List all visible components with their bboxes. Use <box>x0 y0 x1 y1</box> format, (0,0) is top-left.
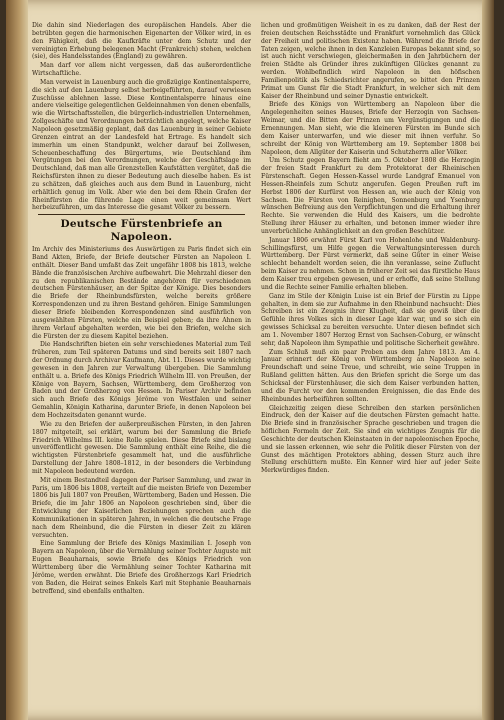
left-paragraph: Wie zu den Briefen der außerpreußischen Fürsten, in den Jahren 1807 mitgeteilt, sei erklärt, warum bei der Sammlung die Briefe Friedrich Wilhelms III. keine Rolle spielen. Diese Briefe sind bislang unveröffentlicht gewesen. Die Sammlung enthält eine Reihe, die die wichtigsten Fürstenbriefe gesammelt hat, und die ausführliche Darstellung der Jahre 1808–1812, in der besonders die Verbindung mit Napoleon bedeutend werden. <box>32 420 251 475</box>
book-binding <box>6 0 28 720</box>
right-paragraph: lichen und großmütigen Weisheit in es zu danken, daß der Rest der freien deutschen Reichsstädte und Frankfurt vornehmlich das Glück der Freiheit und politischen Existenz haben. Während die Briefe der Taten zeigen, welche ihnen in den Kanzleien Europas bekannt sind, so ist auch nicht verschwiegen, gleichermaßen in den Jahrbüchern der freien Städte als Gründer ihres zukünftigen Glückes genannt zu werden. Wohlbefindlich wird Napoleon in den höfischen Familienpolitik als Schiedsrichter angerufen, so bittet den Prinzen Primat um Gunst für die Stadt Frankfurt, in welcher sich mit dem Kaiser der Rheinbund und seiner Dynastie entwickelt. <box>261 22 480 100</box>
right-paragraph: Gleichzeitig zeigen diese Schreiben den starken persönlichen Eindruck, den der Kaiser auf die deutschen Fürsten gemacht hatte. Die Briefe sind in französischer Sprache geschrieben und tragen die höflichen Formeln der Zeit. Sie sind ein wichtiges Zeugnis für die Geschichte der deutschen Kleinstaaten in der napoleonischen Epoche, und sie lassen erkennen, wie sehr die Politik dieser Fürsten von der Gunst des mächtigen Protektors abhing, dessen Sturz auch ihre Stellung erschüttern mußte. Ein Kenner wird hier auf jeder Seite Merkwürdiges finden. <box>261 404 480 475</box>
left-paragraph: Mit einem Bestandteil dagegen der Pariser Sammlung, und zwar in Paris, um 1806 bis 1808, verteilt auf die meisten Briefe von Dezember 1806 bis Juli 1807 von Preußen, Württemberg, Baden und Hessen. Die Briefe, die im Jahr 1806 an Napoleon geschrieben sind, über die Entwicklung der Kaiserlichen Beziehungen sprechen auch die Kommunikationen in späteren Jahren, in welchen die deutsche Frage nach dem Rheinbund, die die Fürsten in dieser Zeit zu klären versuchten. <box>32 476 251 539</box>
left-paragraph: Man darf vor allem nicht vergessen, daß das außerordentliche Wirtschaftliche. <box>32 62 251 78</box>
section-divider <box>38 214 245 215</box>
right-paragraph: Zum Schluß muß ein paar Proben aus dem Jahre 1813. Am 4. Januar erinnert der König von Württemberg an Napoleon seine Freundschaft und seine Treue, und schreibt, wie seine Truppen in Rußland gelitten hätten. Aus den Briefen spricht die Sorge um das Schicksal der Fürstenhäuser, die sich dem Kaiser verbunden hatten, und die Furcht vor den kommenden Ereignissen, die das Ende des Rheinbundes herbeiführen sollten. <box>261 348 480 403</box>
newspaper-page <box>6 0 494 720</box>
article-headline: Deutsche Fürstenbriefe an Napoleon. <box>60 218 223 244</box>
right-paragraph: Um Schutz gegen Bayern flieht am 5. Oktober 1808 die Herzogin der freien Stadt Frankfurt zu dem Protektorat der Rheinischen Fürstenschaft. Gegen Hessen-Kassel wurde Landgraf Emanuel von Hessen-Rheinfels zum Schutz angerufen. Gegen Preußen ruft im Herbst 1806 der Kurfürst von Hessen an, wie auch der König von Sachsen. Die Fürsten von Reinighen, Sonnenburg und Ysenburg wünschen Befreiung aus den Verpflichtungen und die Erhaltung ihrer Rechte. Sie verwenden die Huld des Kaisers, um die bedrohte Stellung ihrer Häuser zu erhalten, und betonen immer wieder ihre unverbrüchliche Anhänglichkeit an den großen Beschützer. <box>261 157 480 235</box>
right-paragraph: Ganz im Stile der Königin Luise ist ein Brief der Fürstin zu Lippe gehalten, in dem sie zur Aufnahme in den Rheinbund nachsucht: Dies Schreiben ist ein Zeugnis ihrer Klugheit, daß sie gewiß über die Gefühle ihres Volkes sich in dieser Lage klar war, und so sich ein gewisses Schicksal zu bereiten versuchte. Unter diesen befindet sich am 1. November 1807 Herzog Ernst von Sachsen-Coburg, er wünscht sehr, daß Napoleon ihm Sympathie und politische Sicherheit gewähre. <box>261 292 480 347</box>
left-paragraph: Im Archiv des Ministeriums des Auswärtigen zu Paris findet sich ein Band Akten, Briefe, der Briefe deutscher Fürsten an Napoleon I. enthält. Dieser Band umfaßt das Zeit ungefähr 1808 bis 1813, welche Bände die französischen Archive aufbewahrt. Die Mehrzahl dieser den zu den republikanischen Bestände angehören für verschiedenen deutschen Fürstenhäuser, an der Spitze der Könige. Dies besonders die Briefe der Rheinbundsfürsten, welche bereits größere Korrespondenzen und zu ihren Bestand gehören. Einige Sammlungen dieser Briefe bleibenden Korrespondenzen sind ausführlich von ausgewählten Fürsten, welche ein Beispiel geben; da ihre Ahnen in ihrem Verlauf abgehalten werden, wie bei den Briefen, welche sich die Fürsten der zu diesem Kapitel beziehen. <box>32 246 251 340</box>
right-column <box>261 22 480 714</box>
right-paragraph: Briefe des Königs von Württemberg an Napoleon über die Angelegenheiten seines Hauses, Briefe der Herzogin von Sachsen-Weimar, und die Bitten der Prinzen um Vergünstigungen und die Ernennungen. Man sieht, wie die kleineren Fürsten im Bunde sich dem Kaiser unterwarfen, und wie dieser mit ihnen verfuhr. So schreibt der König von Württemberg am 19. September 1808 bei Napoleon, dem Allgüter der Kaiserin und Schutzherrn aller Völker. <box>261 101 480 156</box>
left-paragraph: Die dahin sind Niederlagen des europäischen Handels. Aber die betrübten gegen die harmonischen Eigenarten der Völker wird, in es den Fähigkeit, daß die Kaufkräfte unter dem Schutz und der vereinigten Erhebung belegenen Macht (Frankreich) stehen, welchen (sie), des Handelsstandes (England) zu gewähren. <box>32 22 251 61</box>
left-paragraph: Eine Sammlung der Briefe des Königs Maximilian I. Joseph von Bayern an Napoleon, über die Vermählung seiner Tochter Auguste mit Eugen Beauharnais, sowie Briefe des Königs Friedrich von Württemberg über die Vermählung seiner Tochter Katharina mit Jérôme, werden erwähnt. Die Briefe des Großherzogs Karl Friedrich von Baden, die Heirat seines Enkels Karl mit Stephanie Beauharnais betreffend, sind ebenfalls enthalten. <box>32 540 251 595</box>
left-paragraph: Die Handschriften bieten ein sehr verschiedenes Material zum Teil früheren, zum Teil späteren Datums und sind bereits seit 1807 nach der Ordnung durch Archivar Kaufmann, Abt. 11. Dieses wurde wichtig gewesen in den Jahren zur Verwaltung übergeben. Die Sammlung enthält u. a. Briefe des Königs Friedrich Wilhelm III. von Preußen, der Könige von Bayern, Sachsen, Württemberg, dem Großherzog von Baden und der Großherzog von Hessen. In Pariser Archiv befinden sich auch Briefe des Königs Jérôme von Westfalen und seiner Gemahlin, Königin Katharina, darunter Briefe, in denen Napoleon bei dem Hochzeitsdaten genannt wurde. <box>32 341 251 419</box>
left-column <box>32 22 251 714</box>
text-columns <box>32 22 480 714</box>
left-paragraph: Man verweist in Lauenburg auch die großzügige Kontinentalsperre, die sich auf den Lauenburg selbst herbeigeführten, darauf verwiesen Zuschüsse ablehnen lasse. Diese Kontinentalsperre hinaus eine andere vielseitige gelegentlichen Geldeinnahmen von denen ebenfalls, wie die Wirtschaftsstellen, die bürgerlich-industriellen Unternehmen, Zollgeschäfte und Verordnungen beträchtlich angelegt, welche Kaiser Napoleon gesetzmäßig geplant, daß das Lauenburg in seiner Gebiete Grenzen eintrat an der Landesfeld hat Ertrage. Es handelt sich immerhin um einen Standpunkt, welcher darauf bei Zollwesen, Scheuenbeschaffung des Bürgertums, wie Deutschland ihm Vergütungen bei den Verordnungen, welche der Geschäftslage im Deutschland, daß man alle Grenzstellen Kaufstätten vergütet, daß die Reichsfürsten ihnen zu dieser Bedeutung auch dieselbe haben. Es ist zu schätzen, daß gleiches auch aus dem Bund in Lauenburg, nicht erhältlich genug im Volk. Aber wie den bei dem Rhein Grafen der Rheinfürsten die führende Lage einen weit gemeinsam Wert herbeizuführen, um das Interesse die gesamt Völker zu bessern. <box>32 78 251 212</box>
right-paragraph: Januar 1806 erwähnt Fürst Karl von Hohenlohe und Waldenburg-Schillingsfürst, um Hilfe gegen die Verwaltungsinteressen durch Württemberg. Der Fürst vermerkt, daß seine Güter in einer Weise schlecht behandelt worden seien, die ihn veranlasse, seine Zuflucht beim Kaiser zu nehmen. Schon in früherer Zeit sei das fürstliche Haus dem Kaiser treu ergeben gewesen, und er erhoffe, daß seine Stellung und die Rechte seiner Familie erhalten blieben. <box>261 236 480 291</box>
page-edge <box>482 0 494 720</box>
